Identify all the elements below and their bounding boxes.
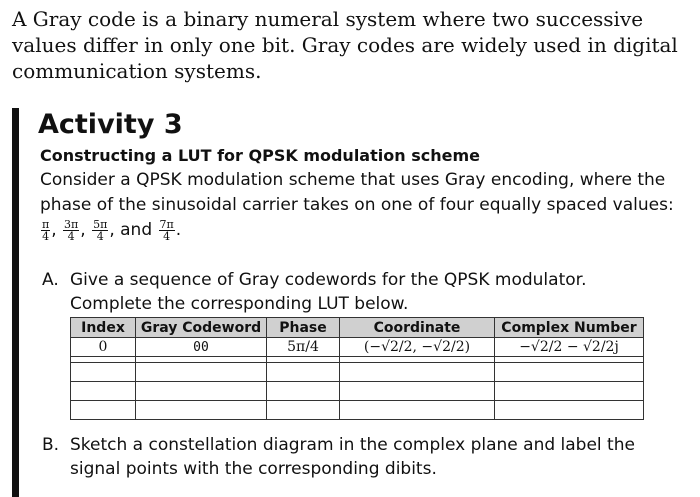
cell-index[interactable] [71,382,136,401]
cell-phase[interactable] [267,363,340,382]
cell-complex-number[interactable] [495,363,644,382]
table-row [71,401,644,420]
cell-complex-number: −√2/2 − √2/2j [495,338,644,357]
cell-phase[interactable] [267,382,340,401]
phase-fraction-3: $\frac{5\pi}{4}$ [93,217,108,243]
lut-table [70,317,644,420]
question-b-text: Sketch a constellation diagram in the complex plane and label the signal points with the corresponding dibits. [70,435,635,479]
cell-coordinate[interactable] [340,401,495,420]
and-word: , and [109,220,153,240]
activity-subtitle: Constructing a LUT for QPSK modulation scheme [40,146,480,165]
activity-title: Activity 3 [38,109,183,140]
phase-fraction-1: $\frac{\pi}{4}$ [42,217,50,243]
cell-coordinate: (−√2/2, −√2/2) [340,338,495,357]
question-a [42,268,670,316]
question-b [42,433,670,481]
question-b-label: B. [42,435,60,455]
cell-index[interactable] [71,363,136,382]
intro-paragraph: A Gray code is a binary numeral system where two successive values differ in only one bit. Gray codes are widely used in digital communication systems. [12,7,678,83]
phase-fraction-4: $\frac{7\pi}{4}$ [159,217,174,243]
cell-phase: 5π/4 [267,338,340,357]
question-a-text: Give a sequence of Gray codewords for the QPSK modulator. Complete the corresponding LUT below. [70,270,587,314]
cell-gray-codeword[interactable] [136,363,267,382]
activity-sidebar-bar [12,108,19,497]
activity-description: Consider a QPSK modulation scheme that uses Gray encoding, where the phase of the sinusoidal carrier takes on one of four equally spaced values: $\frac{\pi}{4}$ , $\frac{3\pi}{4}$ , $\frac{5\pi}{4}$ , and $\frac{7\pi}{4}$ . [40,170,674,243]
question-a-label: A. [42,270,59,290]
phase-fraction-2: $\frac{3\pi}{4}$ [64,217,79,243]
cell-complex-number[interactable] [495,382,644,401]
table-row [71,338,644,357]
cell-coordinate[interactable] [340,363,495,382]
cell-gray-codeword: 00 [136,338,267,357]
cell-index: 0 [71,338,136,357]
activity-description-text: Consider a QPSK modulation scheme that uses Gray encoding, where the phase of the sinusoidal carrier takes on one of four equally spaced values: [40,170,674,215]
table-row [71,382,644,401]
header-complex-number: Complex Number [495,318,644,338]
header-coordinate: Coordinate [340,318,495,338]
lut-header-row [71,318,644,338]
cell-gray-codeword[interactable] [136,382,267,401]
cell-coordinate[interactable] [340,382,495,401]
header-gray-codeword: Gray Codeword [136,318,267,338]
cell-phase[interactable] [267,401,340,420]
header-index: Index [71,318,136,338]
cell-gray-codeword[interactable] [136,401,267,420]
cell-complex-number[interactable] [495,401,644,420]
table-row [71,363,644,382]
cell-index[interactable] [71,401,136,420]
header-phase: Phase [267,318,340,338]
